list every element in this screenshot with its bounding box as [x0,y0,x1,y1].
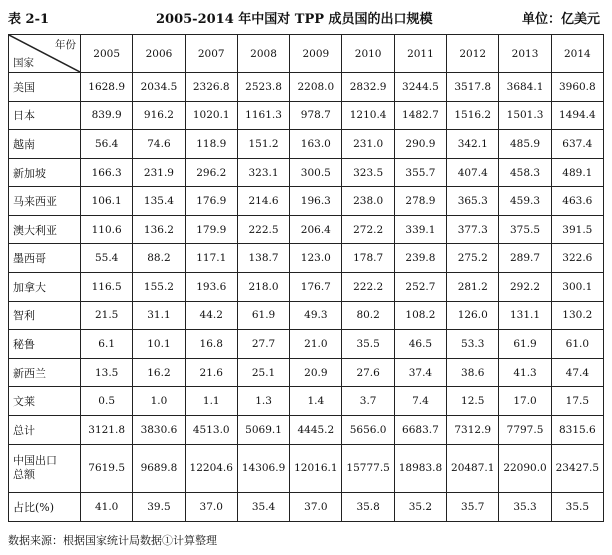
value-cell: 37.4 [394,358,446,387]
value-cell: 7797.5 [499,415,551,444]
value-cell: 31.1 [133,301,185,330]
value-cell: 252.7 [394,273,446,302]
value-cell: 44.2 [185,301,237,330]
value-cell: 8315.6 [551,415,603,444]
value-cell: 272.2 [342,215,394,244]
row-label-line: 总额 [13,468,35,482]
value-cell: 61.9 [237,301,289,330]
export-table [8,34,604,522]
value-cell: 20.9 [290,358,342,387]
value-cell: 300.1 [551,273,603,302]
value-cell: 391.5 [551,215,603,244]
value-cell: 231.0 [342,130,394,159]
value-cell: 322.6 [551,244,603,273]
value-cell: 1.0 [133,387,185,416]
row-label: 智利 [9,301,81,330]
value-cell: 21.5 [81,301,133,330]
value-cell: 118.9 [185,130,237,159]
value-cell: 163.0 [290,130,342,159]
value-cell: 16.2 [133,358,185,387]
value-cell: 377.3 [447,215,499,244]
value-cell: 35.7 [447,493,499,522]
value-cell: 35.5 [342,330,394,359]
value-cell: 7312.9 [447,415,499,444]
value-cell: 74.6 [133,130,185,159]
value-cell: 17.0 [499,387,551,416]
value-cell: 108.2 [394,301,446,330]
value-cell: 14306.9 [237,444,289,493]
value-cell: 458.3 [499,158,551,187]
value-cell: 12204.6 [185,444,237,493]
row-label: 美国 [9,73,81,102]
value-cell: 41.0 [81,493,133,522]
value-cell: 3684.1 [499,73,551,102]
year-header: 2011 [394,35,446,73]
value-cell: 151.2 [237,130,289,159]
row-label: 越南 [9,130,81,159]
value-cell: 339.1 [394,215,446,244]
value-cell: 176.9 [185,187,237,216]
value-cell: 275.2 [447,244,499,273]
value-cell: 1628.9 [81,73,133,102]
table-row [9,358,604,387]
value-cell: 1482.7 [394,101,446,130]
value-cell: 27.7 [237,330,289,359]
value-cell: 117.1 [185,244,237,273]
value-cell: 3.7 [342,387,394,416]
value-cell: 1501.3 [499,101,551,130]
value-cell: 35.5 [551,493,603,522]
value-cell: 10.1 [133,330,185,359]
value-cell: 53.3 [447,330,499,359]
data-source-note: 数据来源：根据国家统计局数据①计算整理 [8,534,217,547]
value-cell: 131.1 [499,301,551,330]
value-cell: 459.3 [499,187,551,216]
value-cell: 176.7 [290,273,342,302]
value-cell: 7.4 [394,387,446,416]
value-cell: 47.4 [551,358,603,387]
table-row [9,215,604,244]
value-cell: 35.8 [342,493,394,522]
year-header: 2005 [81,35,133,73]
year-header: 2008 [237,35,289,73]
value-cell: 46.5 [394,330,446,359]
value-cell: 55.4 [81,244,133,273]
value-cell: 20487.1 [447,444,499,493]
value-cell: 106.1 [81,187,133,216]
value-cell: 222.5 [237,215,289,244]
value-cell: 281.2 [447,273,499,302]
value-cell: 15777.5 [342,444,394,493]
value-cell: 27.6 [342,358,394,387]
row-label: 新加坡 [9,158,81,187]
value-cell: 637.4 [551,130,603,159]
value-cell: 4513.0 [185,415,237,444]
value-cell: 6683.7 [394,415,446,444]
year-header: 2013 [499,35,551,73]
table-number: 表 2-1 [8,12,50,27]
table-row [9,330,604,359]
value-cell: 4445.2 [290,415,342,444]
value-cell: 61.9 [499,330,551,359]
value-cell: 355.7 [394,158,446,187]
value-cell: 130.2 [551,301,603,330]
value-cell: 218.0 [237,273,289,302]
value-cell: 342.1 [447,130,499,159]
year-header: 2006 [133,35,185,73]
row-label: 墨西哥 [9,244,81,273]
value-cell: 123.0 [290,244,342,273]
value-cell: 6.1 [81,330,133,359]
value-cell: 136.2 [133,215,185,244]
value-cell: 375.5 [499,215,551,244]
value-cell: 2326.8 [185,73,237,102]
value-cell: 88.2 [133,244,185,273]
header-row [9,35,604,73]
table-row [9,187,604,216]
year-header: 2014 [551,35,603,73]
value-cell: 238.0 [342,187,394,216]
value-cell: 206.4 [290,215,342,244]
value-cell: 1516.2 [447,101,499,130]
value-cell: 3244.5 [394,73,446,102]
table-row [9,244,604,273]
table-row [9,130,604,159]
value-cell: 41.3 [499,358,551,387]
value-cell: 193.6 [185,273,237,302]
value-cell: 25.1 [237,358,289,387]
value-cell: 110.6 [81,215,133,244]
year-header: 2012 [447,35,499,73]
value-cell: 135.4 [133,187,185,216]
value-cell: 0.5 [81,387,133,416]
value-cell: 278.9 [394,187,446,216]
corner-header-cell [9,35,81,73]
value-cell: 1.1 [185,387,237,416]
value-cell: 9689.8 [133,444,185,493]
table-caption [8,6,604,28]
value-cell: 407.4 [447,158,499,187]
value-cell: 978.7 [290,101,342,130]
table-row [9,301,604,330]
table-row [9,73,604,102]
value-cell: 12.5 [447,387,499,416]
value-cell: 1494.4 [551,101,603,130]
value-cell: 5656.0 [342,415,394,444]
value-cell: 323.1 [237,158,289,187]
corner-year-label: 年份 [55,39,76,51]
value-cell: 166.3 [81,158,133,187]
table-row [9,444,604,493]
value-cell: 916.2 [133,101,185,130]
table-unit: 单位：亿美元 [521,12,600,27]
value-cell: 22090.0 [499,444,551,493]
table-row [9,415,604,444]
value-cell: 3960.8 [551,73,603,102]
table-title: 2005-2014 年中国对 TPP 成员国的出口规模 [156,12,433,27]
row-label: 秘鲁 [9,330,81,359]
value-cell: 296.2 [185,158,237,187]
value-cell: 300.5 [290,158,342,187]
value-cell: 2523.8 [237,73,289,102]
value-cell: 80.2 [342,301,394,330]
value-cell: 138.7 [237,244,289,273]
value-cell: 839.9 [81,101,133,130]
value-cell: 323.5 [342,158,394,187]
value-cell: 35.4 [237,493,289,522]
year-header: 2010 [342,35,394,73]
value-cell: 239.8 [394,244,446,273]
value-cell: 3830.6 [133,415,185,444]
value-cell: 35.3 [499,493,551,522]
value-cell: 39.5 [133,493,185,522]
value-cell: 2832.9 [342,73,394,102]
value-cell: 3517.8 [447,73,499,102]
value-cell: 2034.5 [133,73,185,102]
value-cell: 37.0 [185,493,237,522]
value-cell: 214.6 [237,187,289,216]
table-row [9,158,604,187]
value-cell: 49.3 [290,301,342,330]
value-cell: 179.9 [185,215,237,244]
value-cell: 178.7 [342,244,394,273]
value-cell: 21.0 [290,330,342,359]
value-cell: 222.2 [342,273,394,302]
row-label: 加拿大 [9,273,81,302]
value-cell: 1.3 [237,387,289,416]
table-row [9,101,604,130]
row-label: 总计 [9,415,81,444]
value-cell: 56.4 [81,130,133,159]
value-cell: 463.6 [551,187,603,216]
value-cell: 35.2 [394,493,446,522]
table-row [9,493,604,522]
row-label [9,444,81,493]
year-header: 2007 [185,35,237,73]
value-cell: 5069.1 [237,415,289,444]
value-cell: 1161.3 [237,101,289,130]
row-label: 文莱 [9,387,81,416]
row-label: 占比(%) [9,493,81,522]
value-cell: 292.2 [499,273,551,302]
year-header: 2009 [290,35,342,73]
table-row [9,273,604,302]
value-cell: 7619.5 [81,444,133,493]
value-cell: 23427.5 [551,444,603,493]
value-cell: 61.0 [551,330,603,359]
value-cell: 365.3 [447,187,499,216]
value-cell: 21.6 [185,358,237,387]
value-cell: 16.8 [185,330,237,359]
value-cell: 3121.8 [81,415,133,444]
row-label: 澳大利亚 [9,215,81,244]
value-cell: 116.5 [81,273,133,302]
value-cell: 37.0 [290,493,342,522]
value-cell: 38.6 [447,358,499,387]
row-label: 新西兰 [9,358,81,387]
value-cell: 18983.8 [394,444,446,493]
value-cell: 196.3 [290,187,342,216]
value-cell: 2208.0 [290,73,342,102]
value-cell: 290.9 [394,130,446,159]
value-cell: 231.9 [133,158,185,187]
value-cell: 1210.4 [342,101,394,130]
row-label-line: 中国出口 [13,454,57,468]
value-cell: 1020.1 [185,101,237,130]
corner-country-label: 国家 [13,57,34,69]
row-label: 马来西亚 [9,187,81,216]
row-label: 日本 [9,101,81,130]
value-cell: 126.0 [447,301,499,330]
value-cell: 13.5 [81,358,133,387]
value-cell: 485.9 [499,130,551,159]
table-body [9,73,604,522]
value-cell: 1.4 [290,387,342,416]
value-cell: 155.2 [133,273,185,302]
value-cell: 12016.1 [290,444,342,493]
value-cell: 289.7 [499,244,551,273]
value-cell: 17.5 [551,387,603,416]
value-cell: 489.1 [551,158,603,187]
table-row [9,387,604,416]
